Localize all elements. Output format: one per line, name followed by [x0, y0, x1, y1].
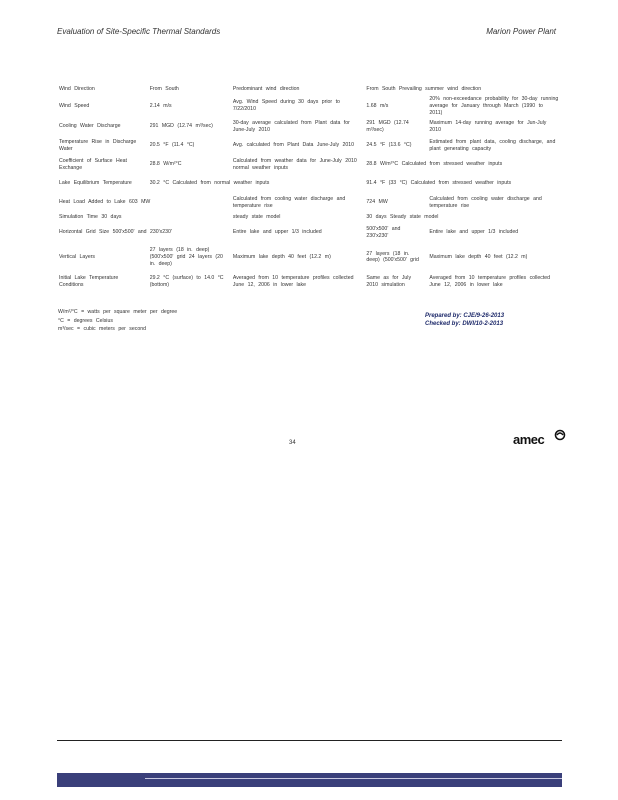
table-cell: 724 MW [366, 199, 388, 206]
logo-wordmark: amec [513, 432, 545, 447]
table-cell: 27 layers (18 in. deep) (500'x500' grid 24 layers (20 in. deep) [149, 247, 223, 267]
table-cell: Cooling Water Discharge [59, 123, 121, 130]
table-row [57, 117, 561, 136]
table-cell: Avg. Wind Speed during 30 days prior to 7/22/2010 [232, 99, 340, 113]
table-row [57, 242, 561, 272]
footer-divider [57, 740, 562, 741]
table-cell: Averaged from 10 temperature profiles collected June 12, 2006 in lower lake [232, 275, 354, 288]
table-cell: Maximum lake depth 40 feet (12.2 m) [429, 253, 528, 260]
table-cell: 30-day average calculated from Plant data for June-July 2010 [232, 120, 350, 133]
logo-swirl-icon [554, 429, 566, 441]
header-document-title: Evaluation of Site-Specific Thermal Standards [57, 27, 221, 36]
table-cell: Heat Load Added to Lake 603 MW [59, 199, 151, 206]
table-row [57, 136, 561, 155]
checked-by: Checked by: DWI/10-2-2013 [425, 321, 504, 327]
table-cell: 291 MGD (12.74 m³/sec) [366, 120, 409, 133]
table-cell: 28.8 W/m²°C [149, 161, 182, 168]
table-cell: steady state model [232, 214, 281, 221]
table-cell: Horizontal Grid Size 500'x500' and 230'x230' [59, 229, 172, 236]
unit-notes [58, 308, 177, 334]
table-cell: Maximum lake depth 40 feet (12.2 m) [232, 253, 331, 260]
table-cell: 2.14 m/s [149, 102, 172, 109]
table-cell: Lake Equilibrium Temperature [59, 180, 132, 187]
table-cell: 28.8 W/m²°C Calculated from stressed weather inputs [366, 161, 503, 168]
table-cell: 24.5 °F (13.6 °C) [366, 142, 412, 149]
note-line: W/m²/°C = watts per square meter per degree [58, 309, 178, 315]
table-cell: Wind Direction [59, 86, 95, 93]
table-cell: From South Prevailing summer wind direction [366, 86, 482, 93]
model-parameters-table [57, 84, 561, 291]
note-line: °C = degrees Celsius [58, 317, 113, 324]
table-cell: Initial Lake Temperature Conditions [59, 275, 119, 288]
page-number: 34 [289, 440, 296, 446]
table-cell: 20.5 °F (11.4 °C) [149, 142, 195, 149]
table-cell: Estimated from plant data, cooling discharge, and plant generating capacity [429, 139, 556, 152]
table-cell: Temperature Rise in Discharge Water [59, 139, 137, 152]
header-plant-name: Marion Power Plant [486, 27, 556, 36]
table-cell: 30 days Steady state model [366, 214, 439, 221]
table-cell: Coefficient of Surface Heat Exchange [59, 158, 127, 171]
table-row [57, 155, 561, 174]
table-row [57, 174, 561, 193]
table-row [57, 95, 561, 117]
table-cell: Avg. calculated from Plant Data June-July 2010 [232, 142, 355, 149]
table-row [57, 272, 561, 291]
footer-bar-line [145, 778, 562, 779]
table-row [57, 223, 561, 242]
table-cell: 27 layers (18 in. deep) (500'x500' grid [366, 250, 419, 264]
note-line: m³/sec = cubic meters per second [58, 326, 146, 332]
table-cell: 20% non-exceedance probability for 30-day running average for January through March (1990 to 2011) [429, 96, 559, 116]
table-cell: Same as for July 2010 simulation [366, 275, 412, 288]
table-cell: 30.2 °C Calculated from normal weather inputs [149, 180, 270, 187]
table-cell: 500'x500' and 230'x230' [366, 226, 401, 239]
table-cell: Calculated from weather data for June-July 2010 normal weather inputs [232, 158, 357, 171]
table-cell: Calculated from cooling water discharge and temperature rise [429, 196, 542, 209]
table-cell: Calculated from cooling water discharge and temperature rise [232, 196, 346, 209]
table-row [57, 84, 561, 95]
prepared-by: Prepared by: CJE/9-26-2013 [425, 313, 505, 319]
table-row [57, 212, 561, 223]
footer-bar [57, 773, 562, 787]
table-cell: Maximum 14-day running average for Jun-July 2010 [429, 120, 547, 133]
table-cell: Entire lake and upper 1/3 included [429, 229, 519, 236]
table-cell: 291 MGD (12.74 m³/sec) [149, 123, 213, 130]
table-cell: 29.2 °C (surface) to 14.0 °C (bottom) [149, 275, 224, 288]
table-row [57, 193, 561, 212]
table-cell: Vertical Layers [59, 253, 96, 260]
signoff-block [425, 312, 504, 328]
table-cell: From South [149, 86, 179, 93]
table-cell: Entire lake and upper 1/3 included [232, 229, 322, 236]
company-logo [513, 432, 544, 447]
table-cell: Averaged from 10 temperature profiles collected June 12, 2006 in lower lake [429, 275, 551, 288]
table-cell: 1.68 m/s [366, 102, 389, 109]
table-cell: Predominant wind direction [232, 86, 300, 93]
table-cell: Wind Speed [59, 102, 90, 109]
table-cell: Simulation Time 30 days [59, 214, 122, 221]
table-cell: 91.4 °F (33 °C) Calculated from stressed weather inputs [366, 180, 512, 187]
